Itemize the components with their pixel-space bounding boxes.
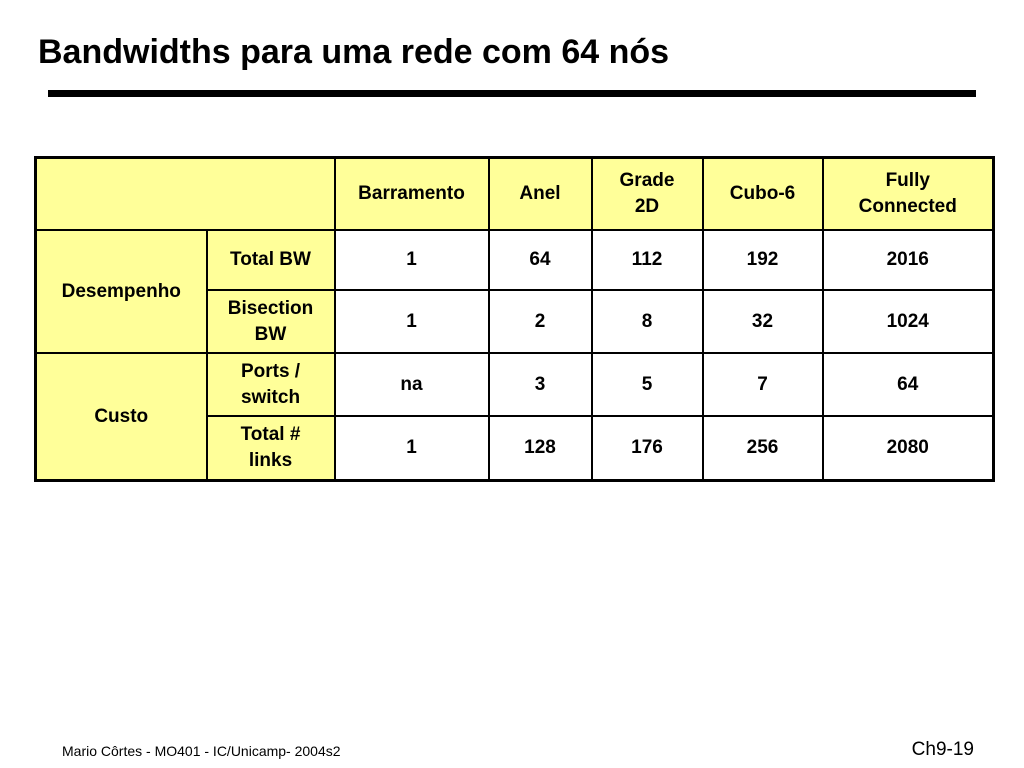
table-row bbox=[36, 353, 994, 416]
slide-title: Bandwidths para uma rede com 64 nós bbox=[38, 33, 670, 71]
column-header-fully-connected-text: Fully Connected bbox=[858, 170, 957, 217]
row-label-bisection-bw-text: Bisection BW bbox=[227, 297, 314, 345]
table-row bbox=[36, 230, 994, 290]
table-cell: 1024 bbox=[823, 290, 994, 353]
row-label-total-links bbox=[207, 416, 335, 481]
table-corner-cell bbox=[36, 158, 335, 231]
table-cell: 176 bbox=[592, 416, 703, 481]
column-header-grade-2d bbox=[592, 158, 703, 231]
table-cell: 2 bbox=[489, 290, 592, 353]
table-cell: 64 bbox=[823, 353, 994, 416]
table-header-row bbox=[36, 158, 994, 231]
row-label-total-links-text: Total # links bbox=[240, 424, 301, 471]
bandwidth-table bbox=[34, 156, 995, 482]
table-cell: 1 bbox=[335, 416, 489, 481]
table-cell: 1 bbox=[335, 290, 489, 353]
row-label-ports-switch bbox=[207, 353, 335, 416]
table-cell: 64 bbox=[489, 230, 592, 290]
row-label-bisection-bw bbox=[207, 290, 335, 353]
table-cell: 3 bbox=[489, 353, 592, 416]
column-header-anel: Anel bbox=[489, 158, 592, 231]
table-cell: 2080 bbox=[823, 416, 994, 481]
row-label-ports-switch-text: Ports / switch bbox=[240, 360, 301, 408]
table-cell: 112 bbox=[592, 230, 703, 290]
table-cell: 192 bbox=[703, 230, 823, 290]
column-header-fully-connected bbox=[823, 158, 994, 231]
column-header-cubo-6: Cubo-6 bbox=[703, 158, 823, 231]
table-cell: na bbox=[335, 353, 489, 416]
table-cell: 128 bbox=[489, 416, 592, 481]
column-header-grade-2d-text: Grade 2D bbox=[619, 170, 675, 217]
group-label-custo: Custo bbox=[36, 353, 207, 481]
group-label-desempenho: Desempenho bbox=[36, 230, 207, 353]
table-cell: 32 bbox=[703, 290, 823, 353]
title-underline bbox=[48, 90, 976, 97]
table-cell: 256 bbox=[703, 416, 823, 481]
slide-footer-author: Mario Côrtes - MO401 - IC/Unicamp- 2004s2 bbox=[62, 743, 341, 759]
table-cell: 7 bbox=[703, 353, 823, 416]
slide-page-number: Ch9-19 bbox=[911, 739, 974, 760]
table-cell: 1 bbox=[335, 230, 489, 290]
table-cell: 2016 bbox=[823, 230, 994, 290]
column-header-barramento: Barramento bbox=[335, 158, 489, 231]
table-cell: 8 bbox=[592, 290, 703, 353]
row-label-total-bw: Total BW bbox=[207, 230, 335, 290]
table-cell: 5 bbox=[592, 353, 703, 416]
